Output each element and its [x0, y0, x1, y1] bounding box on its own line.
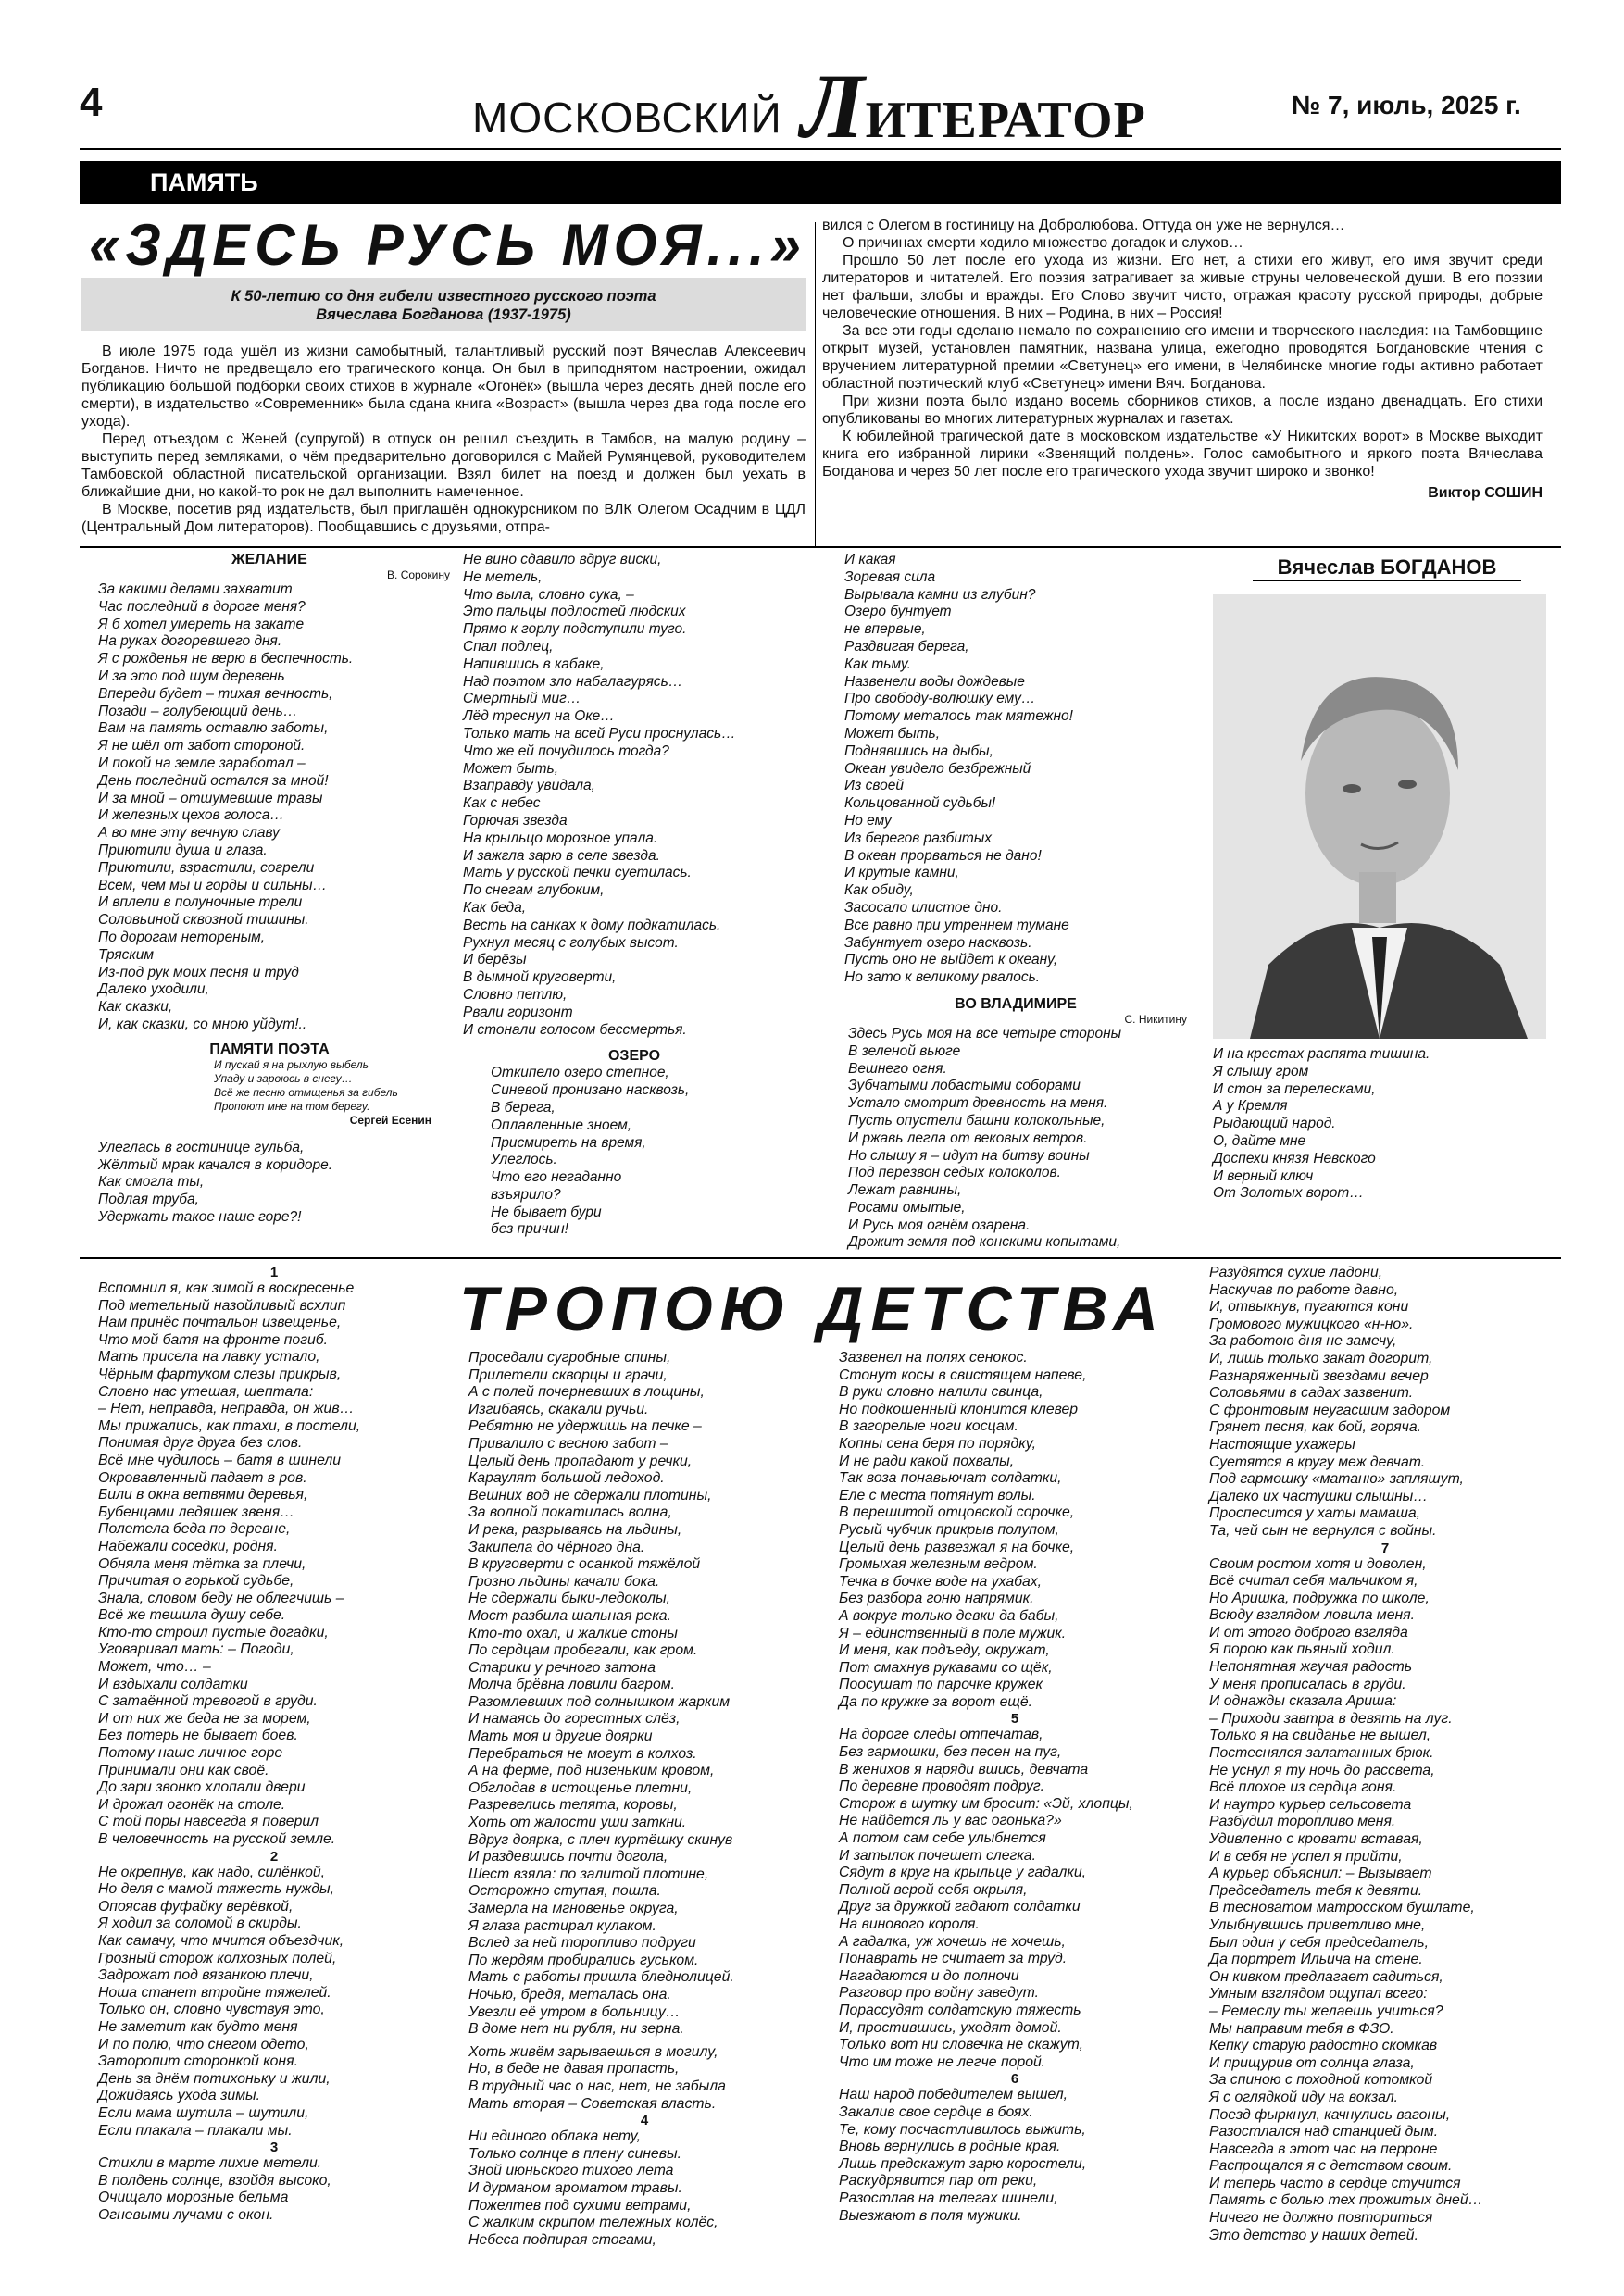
article-paragraph: Перед отъездом с Женей (супругой) в отпуск он решил съездить в Тамбов, на малую родину – выступить перед земляками, о чём предварительно договорился с Майей Румянцевой, руководителем Тамбовской областной писательской организации. Взял билет на поезд и должен был уехать в ближайшие дни, но какой-то рок не дал выполнить намеченное. — [81, 431, 806, 500]
article-paragraph: За все эти годы сделано немало по сохранению его имени и творческого наследия: на Тамбовщине открыт музей, установлен памятник, названа улица, ежегодно проводятся Богдановские чтения с вручением литературной премии «Светунец» его имени, в Челябинске многие годы активно работает областной поэтический клуб «Светунец» имени Вяч. Богданова. — [822, 323, 1543, 392]
cycle-part-3-continued: Проседали сугробные спины, Прилетели скворцы и грачи, А с полей почерневших в лощины, Изгибаясь, скакали ручьи. Ребятню не удержишь на печке – Привалило с весною забот – Целый день пропадают у речки, Караулят большой ледоход. Вешних вод не сдержали плотины, За волной покатилась волна, И река, разрываясь на льдины, Закипела до чёрного дна. В круговерти с осанкой тяжёлой Грозно льдины качали бока. Не сдержали быки-ледоколы, Мост разбила шальная река. Кто-то охал, и жалкие стоны По сердцам пробегали, как гром. Старики у речного затона Молча брёвна ловили багром. Разомлевших под солнышком жарким И намаясь до горестных слёз, Мать моя и другие доярки Перебраться не могут в колхоз. А на ферме, под низеньким кровом, Обглодав в истощенье плетни, Разревелись телята, коровы, Хоть от жалости уши заткни. Вдруг доярка, с плеч куртёшку скинув И раздевшись почти догола, Шест взяла: по залитой плотине, Осторожно ступая, пошла. Замерла на мгновенье округа, Я глаза растирал кулаком. Вслед за ней торопливо подруги По жердям пробирались гуськом. Мать с работы пришла бледнолицей. Ночью, бредя, металась она. Увезли её утром в больницу… В доме нет ни рубля, ни зерна. — [468, 1350, 734, 2038]
cycle-part-1: Вспомнил я, как зимой в воскресенье Под метельный назойливый всхлип Нам принёс почтальон извещенье, Что мой батя на фронте погиб. Мать присела на лавку устало, Чёрным фартуком слезы прикрыв, Словно нас утешая, шептала: – Нет, неправда, неправда, он жив… Мы прижались, как птахи, в постели, Понимая друг друга без слов. Всё мне чудилось – батя в шинели Окровавленный падает в ров. Били в окна ветвями деревья, Бубенцами ледяшек звеня… Полетела беда по деревне, Набежали соседки, родня. Обняла меня тётка за плечи, Причитая о горькой судьбе, Знала, словом беду не облегчишь – Всё же тешила душу себе. Кто-то строил пустые догадки, Уговаривал мать: – Погоди, Может, что… – И вздыхали солдатки С затаённой тревогой в груди. И от них же беда не за морем, Без потерь не бывает боев. Потому наше личное горе Принимали они как своё. До зари звонко хлопали двери И дрожал огонёк на столе. С той поры навсегда я поверил В человечность на русской земле. — [98, 1280, 361, 1847]
poem-text-continued: Не вино сдавило вдруг виски, Не метель, Что выла, словно сука, – Это пальцы подлостей людских Прямо к горлу подступили туго. Спал подлец, Напившись в кабаке, Над поэтом зло набалагурясь… Смертный миг… Лёд треснул на Оке… Только мать на всей Руси проснулась… Что же ей почудилось тогда? Может быть, Взаправду увидала, Как с небес Горючая звезда На крыльцо морозное упала. И зажгла зарю в селе звезда. Мать у русской печки суетилась. По снегам глубоким, Как беда, Весть на санках к дому подкатилась. Рухнул месяц с голубых высот. И берёзы В дымной круговерти, Словно петлю, Рвали горизонт И стонали голосом бессмертья. — [463, 552, 736, 1038]
photo-caption: Вячеслав БОГДАНОВ — [1253, 555, 1521, 581]
cycle-column-2 — [468, 1350, 820, 2249]
cycle-part-6-continued: Разудятся сухие ладони, Наскучав по работе давно, И, отвыкнув, пугаются кони Громового мужицкого «н-но». За работою дня не замечу, И, лишь только закат догорит, Разнаряженный звездами вечер Соловьями в садах зазвенит. С фронтовым неугасшим задором Грянет песня, как бой, горяча. Настоящие ухажеры Суетятся в кругу меж девчат. Под гармошку «матаню» запляшут, Далеко их частушки слышны… Проспесится у хаты мамаша, Та, чей сын не вернулся с войны. — [1209, 1265, 1464, 1539]
cycle-part-2: Не окрепнув, как надо, силёнкой, Но деля с мамой тяжесть нужды, Опоясав фуфайку верёвкой, Я ходил за соломой в скирды. Как самачу, что мчится объездчик, Грозный сторож колхозных полей, Задрожат под вязанкою плечи, Ноша станет втройне тяжелей. Только он, словно чувствуя это, Не заметит как будто меня И по полю, что снегом одето, Заторопит сторонкой коня. День за днём потихоньку и жили, Дожидаясь ухода зимы. Если мама шутила – шутили, Если плакала – плакали мы. — [98, 1864, 344, 2139]
part-number: 7 — [1380, 1540, 1390, 1556]
poet-portrait-photo — [1213, 594, 1546, 1039]
cycle-part-4-continued: Зазвенел на полях сенокос. Стонут косы в свистящем напеве, В руки словно налили свинца, Но подкошенный клонится клевер В загорелые ноги косцам. Копны сена беря по порядку, И не ради какой похвалы, Так воза понавьючат солдатки, Еле с места потянут волы. В перешитой отцовской сорочке, Русый чубчик прикрыв полупом, Целый день развезжал я на бочке, Громыхая железным ведром. Течка в бочке воде на ухабах, Без разбора гоню напрямик. А вокруг только девки да бабы, Я – единственный в поле мужик. И меня, как подъеду, окружат, Пот смахнув рукавами со щёк, Поосушат по парочке кружек Да по кружке за ворот ещё. — [839, 1350, 1087, 1710]
article-subtitle — [81, 278, 806, 331]
middle-rule — [80, 546, 1561, 548]
poem-epigraph: И пускай я на рыхлую выбель Упаду и зароюсь в снегу… Всё же песню отмщенья за гибель Пропоют мне на том берегу. — [214, 1057, 398, 1113]
poem-text-pamyati: Улеглась в гостинице гульба, Жёлтый мрак качался в коридоре. Как смогла ты, Подлая труба, Удержать такое наше горе?! — [98, 1139, 333, 1225]
poem-title-vladimir: ВО ВЛАДИМИРЕ — [955, 995, 1077, 1012]
section-heading: ПАМЯТЬ — [80, 161, 1561, 204]
part-number: 1 — [269, 1265, 279, 1280]
masthead-moskovsky: МОСКОВСКИЙ — [472, 94, 782, 142]
cycle-part-6: Наш народ победителем вышел, Закалив свое сердце в боях. Те, кому посчастливилось выжить, Вновь вернулись в родные края. Лишь предскажут зарю коростели, Раскудрявится пар от реки, Разостлав на телегах шинели, Выезжают в поля мужики. — [839, 2087, 1087, 2224]
article-paragraph: Прошло 50 лет после его ухода из жизни. Его нет, а стихи его живут, его имя звучит среди литераторов и читателей. Его поэзия затрагивает за живые струны человеческой души. В его поэзии нет фальши, злобы и вражды. Его Слово звучит чисто, отражая красоту русской природы, добрые человеческие отношения. В них – Родина, в них – Россия! — [822, 253, 1543, 321]
poem-text-vladimir-continued: И на крестах распята тишина. Я слышу гром И стон за перелесками, А у Кремля Рыдающий народ. О, дайте мне Доспехи князя Невского И верный ключ От Золотых ворот… — [1213, 1046, 1430, 1202]
article-author: Виктор СОШИН — [1428, 485, 1543, 501]
part-number: 6 — [1010, 2071, 1019, 2088]
article-paragraph: В июле 1975 года ушёл из жизни самобытный, талантливый русский поэт Вячеслав Алексеевич Богданов. Ничто не предвещало его трагического конца. Он был в приподнятом настроении, ожидал публикацию большой подборки своих стихов в журнале «Огонёк» (вышла через десять дней после его смерти), в издательство «Современник» была сдана книга «Возраст» (вышла через два года после его ухода). — [81, 343, 806, 430]
part-number: 3 — [269, 2140, 279, 2156]
poem-title-pamyati: ПАМЯТИ ПОЭТА — [209, 1041, 330, 1057]
poem-column-1 — [89, 552, 450, 1227]
poem-title-zhelanie: ЖЕЛАНИЕ — [231, 552, 307, 568]
masthead — [472, 55, 1176, 157]
masthead-initial: Л — [801, 55, 866, 157]
article-paragraph: О причинах смерти ходило множество догадок и слухов… — [843, 235, 1243, 251]
cycle-column-3 — [839, 1350, 1191, 2225]
poem-dedication: В. Сорокину — [387, 568, 450, 581]
subtitle-line-1: К 50-летию со дня гибели известного русского поэта — [231, 288, 656, 305]
poem-column-3 — [844, 552, 1187, 1252]
article-headline: «ЗДЕСЬ РУСЬ МОЯ...» — [89, 212, 806, 278]
cycle-part-4: Ни единого облака нету, Только солнце в плену синевы. Зной июньского тихого лета И дурманом ароматом травы. Пожелтев под сухими ветрами, С жалким скрипом тележных колёс, Небеса подпирая стогами, — [468, 2128, 718, 2248]
poem-cycle-headline: ТРОПОЮ ДЕТСТВА — [459, 1274, 1167, 1344]
poem-column-2 — [463, 552, 806, 1239]
poem-text-ozero-continued: И какая Зоревая сила Вырывала камни из глубин? Озеро бунтует не впервые, Раздвигая берега, Как тьму. Назвенели воды дождевые Про свободу-волюшку ему… Потому металось так мятежно! Может быть, Поднявшись на дыбы, Океан увидело безбрежный Из своей Кольцованной судьбы! Но ему Из берегов разбитых В океан прорваться не дано! И крутые камни, Как обиду, Засосало илистое дно. Все равно при утреннем тумане Забунтует озеро насквозь. Пусть оно не выйдет к океану, Но зато к великому рвалось. — [844, 552, 1073, 986]
cycle-column-4 — [1209, 1265, 1561, 2244]
column-divider — [815, 222, 816, 546]
poem-title-ozero: ОЗЕРО — [607, 1048, 661, 1065]
article-right-column — [822, 217, 1543, 502]
lower-rule — [80, 1257, 1561, 1259]
part-number: 4 — [640, 2113, 649, 2129]
article-paragraph: К юбилейной трагической дате в московском издательстве «У Никитских ворот» в Москве выходит книга его избранной лирики «Звенящий полдень». Голос самобытного и яркого поэта Вячеслава Богданова и через 50 лет после его трагического ухода звучит широко и звонко! — [822, 429, 1543, 480]
article-left-column — [81, 343, 806, 536]
poem-text-vladimir: Здесь Русь моя на все четыре стороны В зеленой вьюге Вешнего огня. Зубчатыми лобастыми соборами Устало смотрит древность на меня. Пусть опустели башни колокольные, И ржавь легла от вековых ветров. Но слышу я – идут на битву воины Под перезвон седых колоколов. Лежат равнины, Росами омытые, И Русь моя огнём озарена. Дрожит земля под конскими копытами, — [848, 1025, 1122, 1251]
cycle-column-1 — [98, 1265, 450, 2224]
poem-dedication: С. Никитину — [1124, 1012, 1187, 1026]
part-number: 2 — [269, 1848, 279, 1865]
photo-column — [1213, 552, 1561, 1203]
top-rule — [80, 148, 1561, 150]
issue-number: № 7, июль, 2025 г. — [1292, 91, 1521, 119]
article-paragraph: вился с Олегом в гостиницу на Добролюбова. Оттуда он уже не вернулся… — [822, 218, 1345, 233]
page-number: 4 — [80, 80, 103, 125]
article-paragraph: В Москве, посетив ряд издательств, был приглашён однокурсником по ВЛК Олегом Осадчим в ЦДЛ (Центральный Дом литераторов). Пообщавшись с друзьями, отпра- — [81, 502, 806, 535]
poem-text-ozero: Откипело озеро степное, Синевой пронизано насквозь, В берега, Оплавленные зноем, Присмиреть на время, Улеглось. Что его негаданно взъярило? Не бывает бури без причин! — [491, 1065, 690, 1238]
masthead-literator — [801, 55, 1146, 157]
subtitle-line-2: Вячеслава Богданова (1937-1975) — [316, 306, 571, 323]
cycle-part-7: Своим ростом хотя и доволен, Всё считал себя мальчиком я, Но Аришка, подружка по школе, Всюду взглядом ловила меня. И от этого доброго взгляда Я порою как пьяный ходил. Непонятная жгучая радость У меня прописалась в груди. И однажды сказала Ариша: – Приходи завтра в девять на луг. Только я на свиданье не вышел, Постеснялся залатанных брюк. Не уснул я ту ночь до рассвета, Всё плохое из сердца гоня. И наутро курьер сельсовета Разбудил торопливо меня. Удивленно с кровати вставая, И в себя не успел я прийти, А курьер объяснил: – Вызывает Председатель тебя к девяти. В тесноватом матросском бушлате, Улыбнувшись приветливо мне, Был один у себя председатель, Да портрет Ильича на стене. Он кивком предлагает садиться, Умным взглядом ощупал всего: – Ремеслу ты желаешь учиться? Мы направим тебя в ФЗО. Кепку старую радостно скомкав И прищурив от солнца глаза, За спиною с походной котомкой Я с оглядкой иду на вокзал. Поезд фыркнул, качнулись вагоны, Разостлался над станцией дым. Навсегда в этот час на перроне Распрощался я с детством своим. И теперь часто в сердце стучится Память с болью тех прожитых дней… Ничего не должно повториться Это детство у наших детей. — [1209, 1555, 1483, 2243]
epigraph-author: Сергей Есенин — [349, 1113, 431, 1127]
cycle-part-3: Стихли в марте лихие метели. В полдень солнце, взойдя высоко, Очищало морозные бельма Огневыми лучами с окон. — [98, 2155, 331, 2223]
cycle-part-5: На дороге следы отпечатав, Без гармошки, без песен на пуг, В женихов я наряди вшись, девчата По деревне проводят подруг. Сторож в шутку им бросит: «Эй, хлопцы, Не найдется ль у вас огонька?» А потом сам себе улыбнется И затылок почешет слегка. Сядут в круг на крыльце у гадалки, Полной верой себя окрыля, Друг за дружкой гадают солдатки На винового короля. А гадалка, уж хочешь не хочешь, Понаврать не считает за труд. Нагадаются и до полночи Разговор про войну заведут. Порассудят солдатскую тяжесть И, простившись, уходят домой. Только вот ни словечка не скажут, Что им тоже не легче порой. — [839, 1727, 1133, 2070]
masthead-rest: ИТЕРАТОР — [865, 92, 1146, 149]
part-number: 5 — [1010, 1711, 1019, 1728]
article-paragraph: При жизни поэта было издано восемь сборников стихов, а после издано двенадцать. Его стихи опубликованы во многих литературных журналах и газетах. — [822, 393, 1543, 427]
cycle-part-3-ending: Хоть живём зарываешься в могилу, Но, в беде не давая пропасть, В трудный час о нас, нет, не забыла Мать вторая – Советская власть. — [468, 2043, 726, 2112]
poem-text-zhelanie: За какими делами захватит Час последний в дороге меня? Я б хотел умереть на закате На руках догоревшего дня. Я с рожденья не верю в беспечность. И за это под шум деревень Впереди будет – тихая вечность, Позади – голубеющий день… Вам на память оставлю заботы, Я не шёл от забот стороной. И покой на земле заработал – День последний остался за мной! И за мной – отшумевшие травы И железных цехов голоса… А во мне эту вечную славу Приютили душа и глаза. Приютили, взрастили, согрели Всем, чем мы и горды и сильны… И вплели в полуночные трели Соловьиной сквозной тишины. По дорогам нетореным, Тряским Из-под рук моих песня и труд Далеко уходили, Как сказки, И, как сказки, со мною уйдут!.. — [98, 581, 354, 1032]
